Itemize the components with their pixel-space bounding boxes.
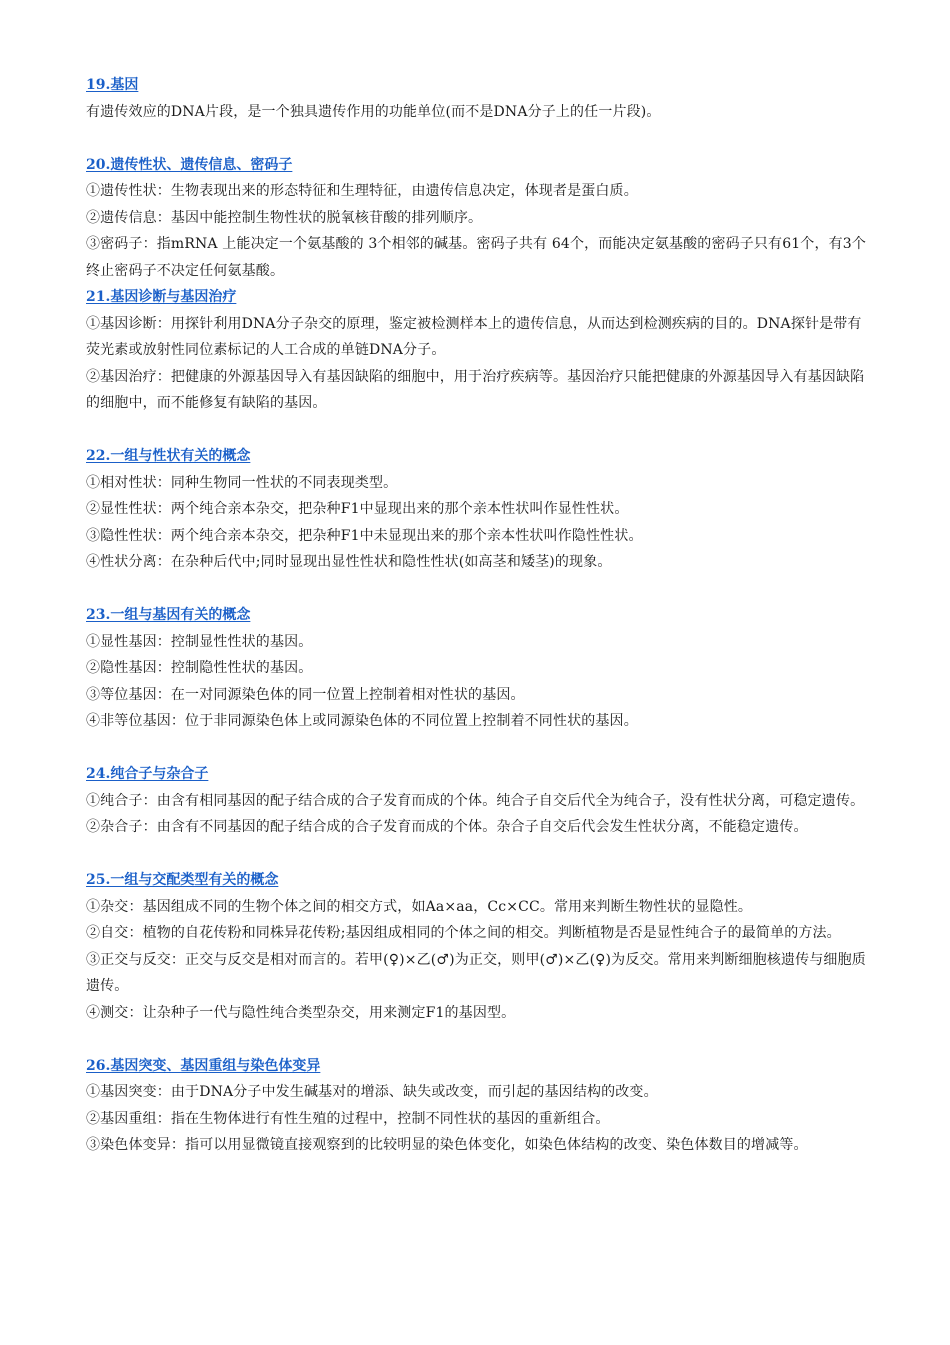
- section-heading-link[interactable]: 19.基因: [86, 77, 139, 93]
- paragraph: ③等位基因：在一对同源染色体的同一位置上控制着相对性状的基因。: [86, 686, 525, 703]
- paragraph: ③染色体变异：指可以用显微镜直接观察到的比较明显的染色体变化，如染色体结构的改变、染色体数目的增减等。: [86, 1137, 808, 1153]
- document-page: [86, 72, 866, 1159]
- paragraph: ②基因治疗：把健康的外源基因导入有基因缺陷的细胞中，用于治疗疾病等。基因治疗只能把健康的外源基因导入有基因缺陷的细胞中，而不能修复有缺陷的基因。: [86, 368, 865, 411]
- paragraph: ②显性性状：两个纯合亲本杂交，把杂种F1中显现出来的那个亲本性状叫作显性性状。: [86, 501, 629, 517]
- section-20: [86, 152, 866, 285]
- paragraph: ①纯合子：由含有相同基因的配子结合成的合子发育而成的个体。纯合子自交后代全为纯合子，没有性状分离，可稳定遗传。: [86, 792, 865, 809]
- section-heading-link[interactable]: 23.一组与基因有关的概念: [86, 607, 251, 623]
- paragraph: ②自交：植物的自花传粉和同株异花传粉;基因组成相同的个体之间的相交。判断植物是否是显性纯合子的最简单的方法。: [86, 925, 841, 941]
- paragraph: ④性状分离：在杂种后代中;同时显现出显性性状和隐性性状(如高茎和矮茎)的现象。: [86, 554, 612, 570]
- section-heading-link[interactable]: 24.纯合子与杂合子: [86, 766, 209, 782]
- section-26: [86, 1053, 866, 1159]
- paragraph: ①杂交：基因组成不同的生物个体之间的相交方式，如Aa×aa，Cc×CC。常用来判断生物性状的显隐性。: [86, 898, 753, 915]
- paragraph: ①基因突变：由于DNA分子中发生碱基对的增添、缺失或改变，而引起的基因结构的改变。: [86, 1084, 658, 1100]
- section-heading-link[interactable]: 26.基因突变、基因重组与染色体变异: [86, 1057, 321, 1074]
- section-21: [86, 284, 866, 417]
- paragraph: ④非等位基因：位于非同源染色体上或同源染色体的不同位置上控制着不同性状的基因。: [86, 713, 638, 729]
- paragraph: ①基因诊断：用探针利用DNA分子杂交的原理，鉴定被检测样本上的遗传信息，从而达到检测疾病的目的。DNA探针是带有荧光素或放射性同位素标记的人工合成的单链DNA分子。: [86, 315, 862, 358]
- paragraph: 有遗传效应的DNA片段，是一个独具遗传作用的功能单位(而不是DNA分子上的任一片段)。: [86, 103, 661, 120]
- section-22: [86, 443, 866, 576]
- section-heading-link[interactable]: 22.一组与性状有关的概念: [86, 448, 251, 464]
- paragraph: ④测交：让杂种子一代与隐性纯合类型杂交，用来测定F1的基因型。: [86, 1004, 516, 1021]
- paragraph: ③密码子：指mRNA 上能决定一个氨基酸的 3个相邻的碱基。密码子共有 64个，而能决定氨基酸的密码子只有61个，有3个终止密码子不决定任何氨基酸。: [86, 236, 866, 279]
- paragraph: ②遗传信息：基因中能控制生物性状的脱氧核苷酸的排列顺序。: [86, 209, 483, 226]
- paragraph: ①相对性状：同种生物同一性状的不同表现类型。: [86, 474, 398, 491]
- paragraph: ②隐性基因：控制隐性性状的基因。: [86, 660, 313, 676]
- paragraph: ②基因重组：指在生物体进行有性生殖的过程中，控制不同性状的基因的重新组合。: [86, 1110, 610, 1127]
- section-23: [86, 602, 866, 735]
- paragraph: ②杂合子：由含有不同基因的配子结合成的合子发育而成的个体。杂合子自交后代会发生性状分离，不能稳定遗传。: [86, 819, 808, 835]
- paragraph: ①显性基因：控制显性性状的基因。: [86, 633, 313, 650]
- section-heading-link[interactable]: 20.遗传性状、遗传信息、密码子: [86, 156, 293, 173]
- section-heading-link[interactable]: 25.一组与交配类型有关的概念: [86, 872, 279, 888]
- paragraph: ③正交与反交：正交与反交是相对而言的。若甲(♀)×乙(♂)为正交，则甲(♂)×乙(♀)为反交。常用来判断细胞核遗传与细胞质遗传。: [86, 951, 866, 994]
- paragraph: ③隐性性状：两个纯合亲本杂交，把杂种F1中未显现出来的那个亲本性状叫作隐性性状。: [86, 527, 643, 544]
- section-heading-link[interactable]: 21.基因诊断与基因治疗: [86, 289, 237, 305]
- section-24: [86, 761, 866, 841]
- section-25: [86, 867, 866, 1026]
- section-19: [86, 72, 866, 125]
- paragraph: ①遗传性状：生物表现出来的形态特征和生理特征，由遗传信息决定，体现者是蛋白质。: [86, 183, 638, 199]
